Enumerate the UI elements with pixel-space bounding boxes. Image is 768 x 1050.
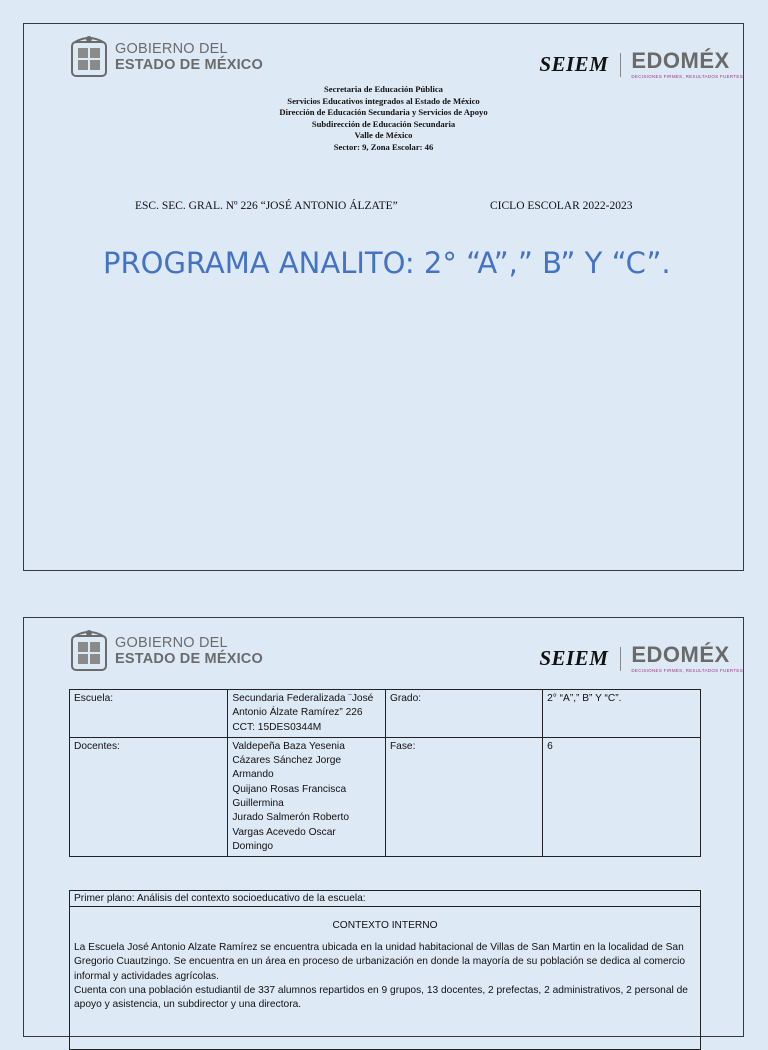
cover-page xyxy=(23,23,744,571)
logo-separator xyxy=(620,647,621,671)
header-line: Dirección de Educación Secundaria y Servicios de Apoyo xyxy=(279,107,488,118)
gobierno-line2: ESTADO DE MÉXICO xyxy=(115,57,263,73)
docente-line: Valdepeña Baza Yesenia xyxy=(232,740,345,752)
seiem-logo: SEIEM xyxy=(539,646,609,670)
header-line: Servicios Educativos integrados al Estado de México xyxy=(287,95,480,106)
seiem-edomex-logos xyxy=(539,644,743,673)
gobierno-logo xyxy=(69,34,263,80)
header-line: Subdirección de Educación Secundaria xyxy=(311,118,456,129)
institution-header xyxy=(24,84,743,154)
docente-line: Vargas Acevedo Oscar xyxy=(232,826,336,838)
gobierno-line2: ESTADO DE MÉXICO xyxy=(115,651,263,667)
gobierno-line1: GOBIERNO DEL xyxy=(115,634,228,651)
edomex-word: EDOMÉX xyxy=(631,642,730,667)
school-name: ESC. SEC. GRAL. Nº 226 “JOSÉ ANTONIO ÁLZATE” xyxy=(135,200,398,212)
seiem-edomex-logos xyxy=(539,50,743,79)
docentes-value xyxy=(228,737,386,856)
grado-value: 2° “A”,” B” Y “C”. xyxy=(543,690,701,738)
context-paragraph: Cuenta con una población estudiantil de 337 alumnos repartidos en 9 grupos, 13 docentes, 2 prefectas, 2 administrativos, 2 personal de apoyo y asistencia, un subdirector y una directora. xyxy=(74,984,688,1011)
logo-separator xyxy=(620,53,621,77)
gobierno-logo xyxy=(69,628,263,674)
context-section xyxy=(69,890,701,1050)
grado-label: Grado: xyxy=(385,690,542,738)
school-year: CICLO ESCOLAR 2022-2023 xyxy=(490,200,633,212)
edomex-tagline: DECISIONES FIRMES, RESULTADOS FUERTES xyxy=(631,668,743,673)
docente-line: Quijano Rosas Francisca xyxy=(232,783,347,795)
seiem-logo: SEIEM xyxy=(539,52,609,76)
docente-line: Cázares Sánchez Jorge xyxy=(232,755,342,767)
edomex-logo xyxy=(631,50,743,79)
header-line: Secretaria de Educación Pública xyxy=(324,84,443,94)
docentes-label: Docentes: xyxy=(70,737,228,856)
docente-line: Domingo xyxy=(232,840,274,852)
school-info-table xyxy=(69,689,701,857)
docente-line: Jurado Salmerón Roberto xyxy=(232,812,349,824)
table-row xyxy=(70,737,701,856)
edomex-logo xyxy=(631,644,743,673)
gobierno-line1: GOBIERNO DEL xyxy=(115,40,228,57)
escuela-line: CCT: 15DES0344M xyxy=(232,721,322,733)
context-subheading: CONTEXTO INTERNO xyxy=(332,920,438,931)
program-title: PROGRAMA ANALITO: 2° “A”,” B” Y “C”. xyxy=(103,246,671,280)
fase-value: 6 xyxy=(543,737,701,856)
escuela-line: Secundaria Federalizada ¨José xyxy=(232,693,374,704)
header-line: Sector: 9, Zona Escolar: 46 xyxy=(333,141,434,152)
escuela-label: Escuela: xyxy=(70,690,228,738)
context-body xyxy=(70,931,700,1012)
header-line: Valle de México xyxy=(354,130,413,141)
context-heading: Primer plano: Análisis del contexto socioeducativo de la escuela: xyxy=(70,891,700,907)
fase-label: Fase: xyxy=(385,737,542,856)
table-row xyxy=(70,690,701,738)
docente-line: Guillermina xyxy=(232,798,284,810)
state-crest-icon xyxy=(69,628,109,674)
edomex-tagline: DECISIONES FIRMES, RESULTADOS FUERTES xyxy=(631,74,743,79)
escuela-value xyxy=(228,690,386,738)
state-crest-icon xyxy=(69,34,109,80)
info-page xyxy=(23,617,744,1037)
escuela-line: Antonio Álzate Ramírez” 226 xyxy=(232,707,363,719)
edomex-word: EDOMÉX xyxy=(631,48,730,73)
context-paragraph: La Escuela José Antonio Alzate Ramírez se encuentra ubicada en la unidad habitacional de Villas de San Martin en la localidad de San Gregorio Cuautzingo. Se encuentra en un área en proceso de urbanización en donde la mayoría de su población se dedica al comercio informal y actividades agrícolas. xyxy=(74,942,686,982)
docente-line: Armando xyxy=(232,769,274,781)
